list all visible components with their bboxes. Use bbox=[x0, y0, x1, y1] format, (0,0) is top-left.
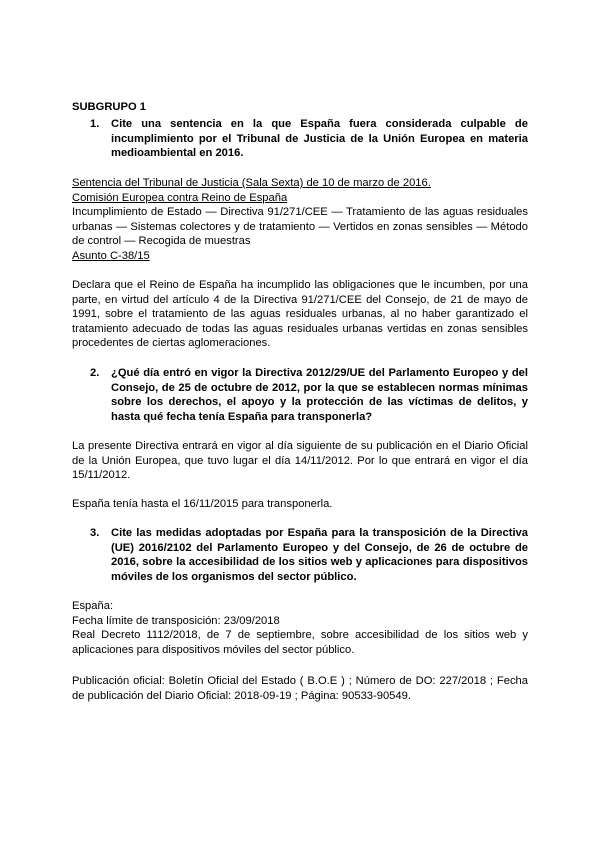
question-2-text: ¿Qué día entró en vigor la Directiva 2012/29/UE del Parlamento Europeo y del Consejo, de 25 de octubre de 2012, por la que se establecen normas mínimas sobre los derechos, el apoyo y la protección de las víctimas de delitos, y hasta qué fecha tenía España para transponerla? bbox=[111, 367, 528, 423]
case-keywords: Incumplimiento de Estado — Directiva 91/271/CEE — Tratamiento de las aguas residuales urbanas — Sistemas colectores y de tratamiento — Vertidos en zonas sensibles — Método de control — Recogida de muestras bbox=[72, 206, 528, 248]
answer-3-decree: Real Decreto 1112/2018, de 7 de septiembre, sobre accesibilidad de los sitios web y aplicaciones para dispositivos móviles del sector público. bbox=[72, 629, 528, 656]
answer-2-paragraph-2: España tenía hasta el 16/11/2015 para transponerla. bbox=[72, 498, 333, 510]
question-3 bbox=[91, 526, 528, 584]
answer-3-country: España: bbox=[72, 600, 114, 612]
sentence-title: Sentencia del Tribunal de Justicia (Sala Sexta) de 10 de marzo de 2016. bbox=[72, 177, 431, 189]
answer-1-ruling: Declara que el Reino de España ha incumplido las obligaciones que le incumben, por una parte, en virtud del artículo 4 de la Directiva 91/271/CEE del Consejo, de 21 de mayo de 1991, sobre el tratamiento de las aguas residuales urbanas, al no haber garantizado el tratamiento adecuado de todas las aguas residuales urbanas vertidas en zonas sensibles procedentes de ciertas aglomeraciones. bbox=[72, 279, 528, 350]
question-1-text: Cite una sentencia en la que España fuera considerada culpable de incumplimiento por el Tribunal de Justicia de la Unión Europea en materia medioambiental en 2016. bbox=[111, 118, 528, 160]
answer-3-publication: Publicación oficial: Boletín Oficial del Estado ( B.O.E ) ; Número de DO: 227/2018 ; Fecha de publicación del Diario Oficial: 2018-09-19 ; Página: 90533-90549. bbox=[72, 675, 528, 702]
answer-2-paragraph-1: La presente Directiva entrará en vigor al día siguiente de su publicación en el Diario Oficial de la Unión Europea, que tuvo lugar el día 14/11/2012. Por lo que entrará en vigor el día 15/11/2012. bbox=[72, 440, 528, 482]
question-2-number: 2. bbox=[90, 367, 100, 379]
section-heading: SUBGRUPO 1 bbox=[72, 101, 146, 113]
question-3-number: 3. bbox=[90, 527, 100, 539]
answer-3 bbox=[72, 599, 528, 657]
question-2 bbox=[91, 366, 528, 424]
question-1 bbox=[91, 117, 528, 161]
answer-1-citation bbox=[72, 176, 528, 264]
case-parties: Comisión Europea contra Reino de España bbox=[72, 191, 288, 204]
question-3-text: Cite las medidas adoptadas por España para la transposición de la Directiva (UE) 2016/2102 del Parlamento Europeo y del Consejo, de 26 de octubre de 2016, sobre la accesibilidad de los sitios web y aplicaciones para dispositivos móviles de los organismos del sector público. bbox=[111, 527, 528, 583]
case-number: Asunto C-38/15 bbox=[72, 249, 150, 262]
question-1-number: 1. bbox=[90, 118, 100, 130]
answer-3-deadline: Fecha límite de transposición: 23/09/2018 bbox=[72, 614, 280, 627]
